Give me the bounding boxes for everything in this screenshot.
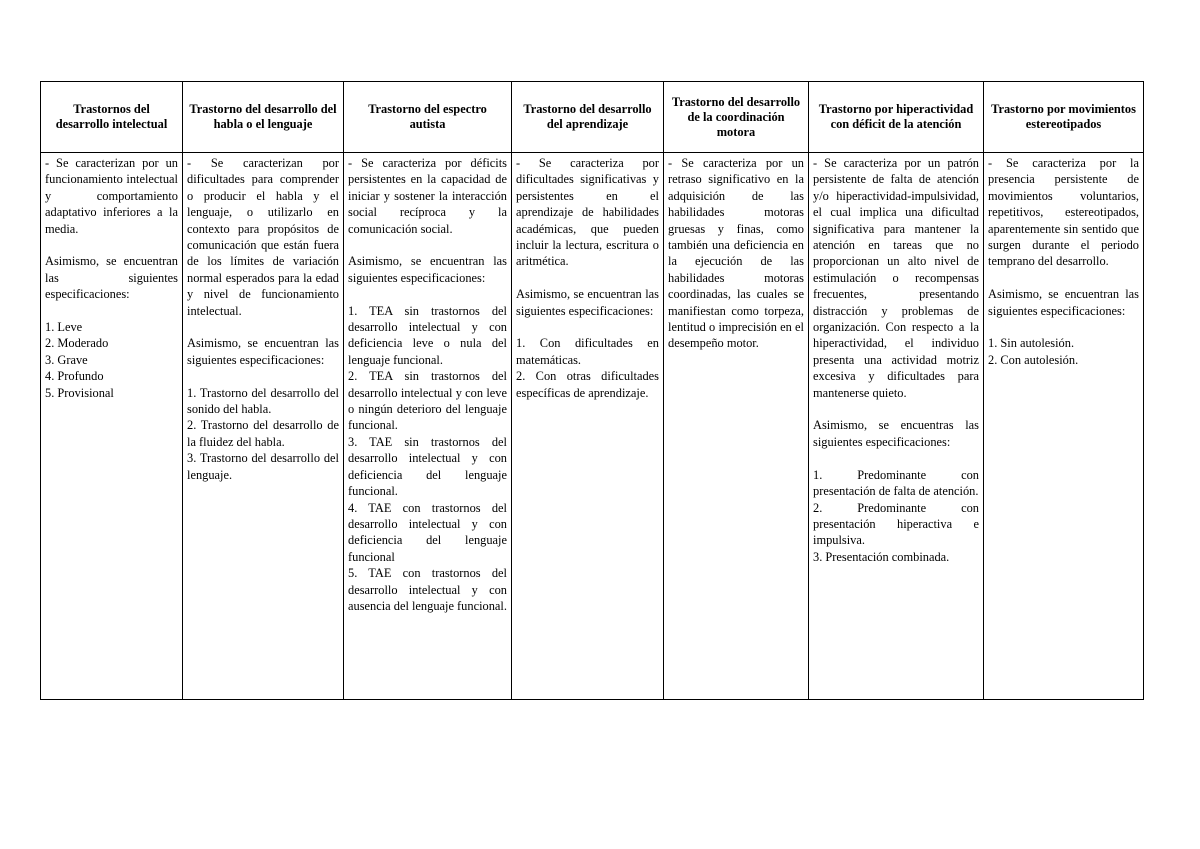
description: - Se caracteriza por la presencia persistente de movimientos voluntarios, repetitivos, estereotipados, aparentemente sin sentido que surgen durante el periodo temprano del desarrollo.	[988, 156, 1139, 269]
list-item: 2. Con autolesión.	[988, 352, 1079, 367]
disorders-table	[40, 81, 1144, 700]
content-row	[41, 153, 1144, 700]
list-item: 2. Moderado	[45, 336, 109, 351]
list-item: 3. Presentación combinada.	[813, 549, 950, 564]
list-item: 3. Grave	[45, 352, 88, 367]
list-item: 1. Trastorno del desarrollo del sonido del habla.	[187, 385, 339, 417]
list-item: 2. Trastorno del desarrollo de la fluidez del habla.	[187, 418, 339, 449]
description: - Se caracteriza por un retraso significativo en la adquisición de las habilidades motoras gruesas y finas, como también una deficiencia en la ejecución de las habilidades motoras coordinadas, las cuales se manifiestan como torpeza, lentitud o imprecisión en el desempeño motor.	[668, 156, 804, 351]
header-row	[41, 82, 1144, 153]
list-item: 1. Con dificultades en matemáticas.	[516, 336, 659, 367]
description: - Se caracterizan por un funcionamiento intelectual y comportamiento adaptativo inferiores a la media.	[45, 156, 178, 236]
cell-speech-language	[183, 153, 344, 700]
list-item: 5. TAE con trastornos del desarrollo intelectual y con ausencia del lenguaje funcional.	[348, 566, 507, 613]
list-item: 3. TAE sin trastornos del desarrollo intelectual y con deficiencia del lenguaje funcional.	[348, 434, 507, 499]
specifications-intro: Asimismo, se encuentran las siguientes especificaciones:	[187, 336, 339, 367]
header-cell-learning: Trastorno del desarrollo del aprendizaje	[512, 82, 664, 153]
cell-stereotyped	[984, 153, 1144, 700]
specifications-intro: Asimismo, se encuentran las siguientes especificaciones:	[45, 254, 178, 302]
cell-intellectual	[41, 153, 183, 700]
specifications-intro: Asimismo, se encuentras las siguientes especificaciones:	[813, 418, 979, 449]
list-item: 5. Provisional	[45, 385, 114, 400]
specifications-intro: Asimismo, se encuentran las siguientes especificaciones:	[348, 254, 507, 285]
description: - Se caracteriza por un patrón persistente de falta de atención y/o hiperactividad-impulsividad, el cual implica una dificultad significativa para mantener la atención en tareas que no proporcionan un alto nivel de estimulación o recompensas frecuentes, presentando distracción y problemas de organización. Con respecto a la hiperactividad, el individuo presenta una actividad motriz excesiva y dificultades para mantenerse quieto.	[813, 156, 979, 400]
header-cell-adhd: Trastorno por hiperactividad con déficit de la atención	[809, 82, 984, 153]
description: - Se caracterizan por dificultades para comprender o producir el habla y el lenguaje, o utilizarlo en contexto para propósitos de comunicación que están fuera de los límites de variación normal esperados para la edad y nivel de funcionamiento intelectual.	[187, 156, 339, 318]
header-cell-motor: Trastorno del desarrollo de la coordinación motora	[664, 82, 809, 153]
list-item: 2. TEA sin trastornos del desarrollo intelectual y con leve o ningún deterioro del lenguaje funcional.	[348, 369, 507, 433]
list-item: 1. TEA sin trastornos del desarrollo intelectual y con deficiencia leve o nula del lenguaje funcional.	[348, 303, 507, 367]
list-item: 2. Predominante con presentación hiperactiva e impulsiva.	[813, 500, 979, 548]
list-item: 1. Predominante con presentación de falta de atención.	[813, 467, 979, 499]
header-cell-autism: Trastorno del espectro autista	[344, 82, 512, 153]
header-cell-stereotyped: Trastorno por movimientos estereotipados	[984, 82, 1144, 153]
header-cell-intellectual: Trastornos del desarrollo intelectual	[41, 82, 183, 153]
list-item: 1. Leve	[45, 320, 83, 335]
specifications-intro: Asimismo, se encuentran las siguientes especificaciones:	[988, 287, 1139, 318]
description: - Se caracteriza por dificultades significativas y persistentes en el aprendizaje de habilidades académicas, que pueden incluir la lectura, escritura o aritmética.	[516, 156, 659, 269]
specifications-intro: Asimismo, se encuentran las siguientes especificaciones:	[516, 287, 659, 318]
description: - Se caracteriza por déficits persistentes en la capacidad de iniciar y sostener la interacción social recíproca y la comunicación social.	[348, 156, 507, 236]
list-item: 3. Trastorno del desarrollo del lenguaje.	[187, 451, 339, 482]
list-item: 2. Con otras dificultades específicas de aprendizaje.	[516, 369, 659, 400]
list-item: 4. Profundo	[45, 369, 104, 384]
cell-motor	[664, 153, 809, 700]
list-item: 1. Sin autolesión.	[988, 336, 1075, 351]
cell-autism	[344, 153, 512, 700]
list-item: 4. TAE con trastornos del desarrollo intelectual y con deficiencia del lenguaje funcional	[348, 500, 507, 564]
header-cell-speech-language: Trastorno del desarrollo del habla o el lenguaje	[183, 82, 344, 153]
cell-adhd	[809, 153, 984, 700]
cell-learning	[512, 153, 664, 700]
